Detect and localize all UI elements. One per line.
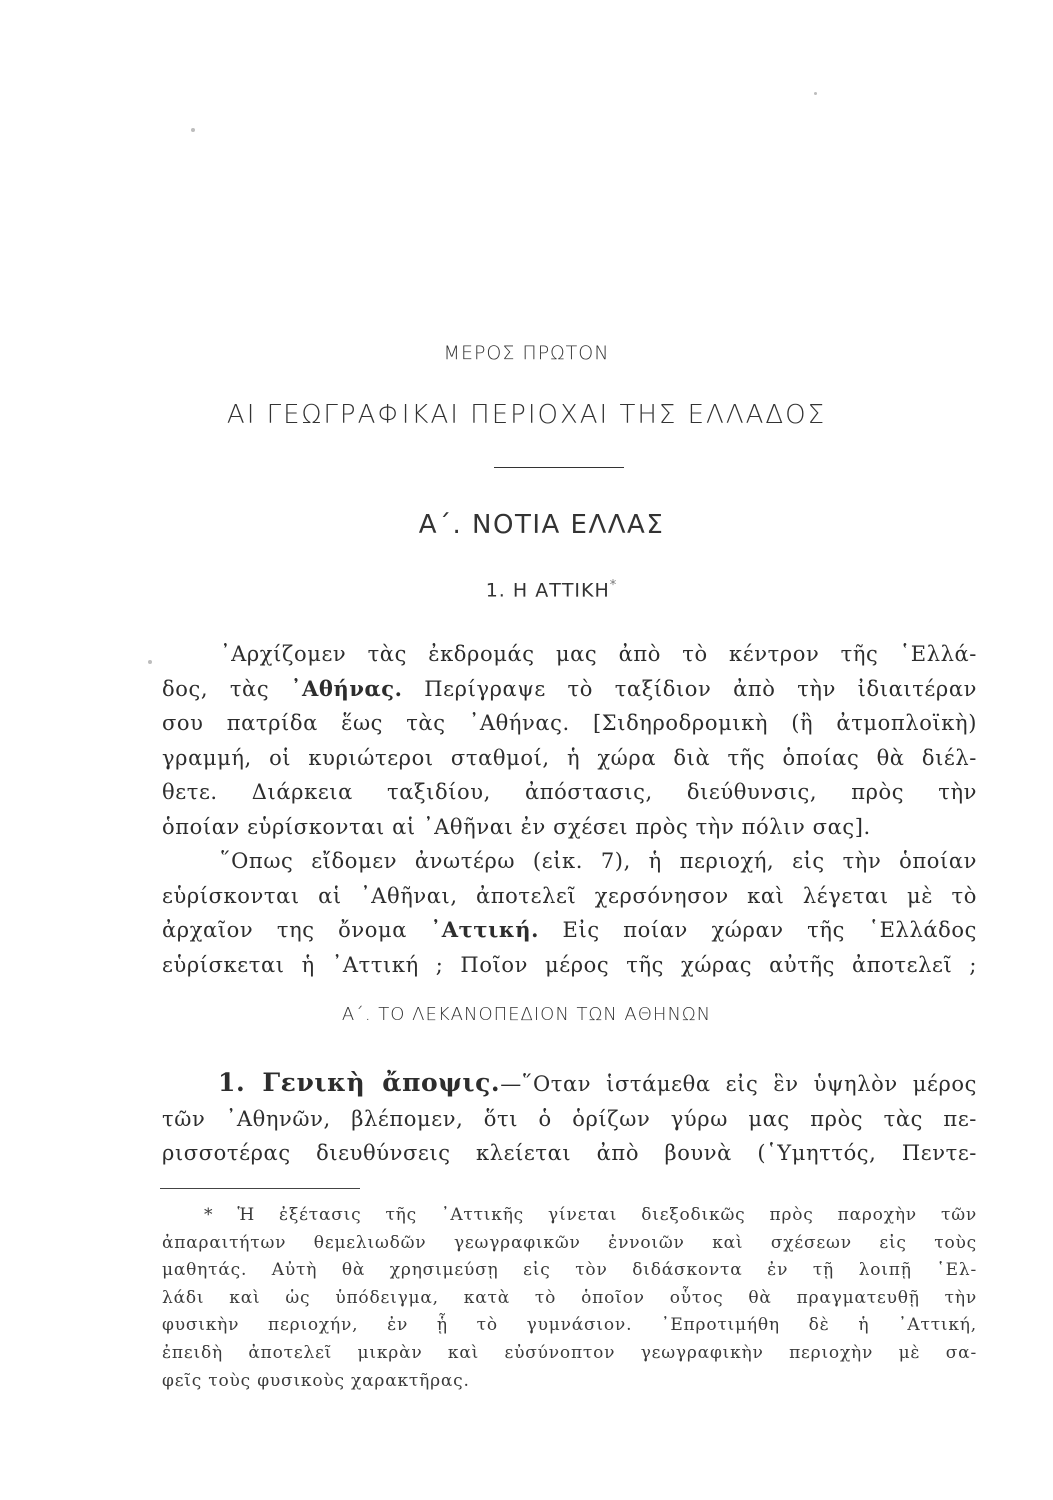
paper-speck xyxy=(148,660,152,664)
footnote-line: φεῖς τοὺς φυσικοὺς χαρακτῆρας. xyxy=(162,1370,470,1391)
footnote-line: μαθητάς. Αὐτὴ θὰ χρησιμεύσῃ εἰς τὸν διδάσκοντα ἐν τῇ λοιπῇ ῾Ελ- xyxy=(162,1260,977,1281)
text-line: γραμμή, οἱ κυριώτεροι σταθμοί, ἡ χώρα διὰ τῆς ὁποίας θὰ διέλ- xyxy=(162,745,977,770)
footnote-marker: * xyxy=(609,578,618,593)
text-line xyxy=(162,1066,977,1102)
part-title: ΜΕΡΟΣ ΠΡΩΤΟΝ xyxy=(443,342,610,364)
title-divider xyxy=(494,467,624,468)
paragraph-intro xyxy=(162,637,977,982)
text-run: Περίγραψε τὸ ταξίδιον ἀπὸ τὴν ἰδιαιτέραν xyxy=(402,676,977,701)
footnote-divider xyxy=(160,1188,360,1189)
bold-term-athens: ᾿Αθήνας. xyxy=(290,675,403,701)
footnote-line: ἐπειδὴ ἀποτελεῖ μικρὰν καὶ εὐσύνοπτον γεωγραφικὴν περιοχὴν μὲ σα- xyxy=(162,1342,977,1363)
paragraph-general-view xyxy=(162,1066,977,1171)
text-line: εὑρίσκονται αἱ ᾿Αθῆναι, ἀποτελεῖ χερσόνησον καὶ λέγεται μὲ τὸ xyxy=(162,883,977,908)
text-line: ῞Οπως εἴδομεν ἀνωτέρω (εἰκ. 7), ἡ περιοχή, εἰς τὴν ὁποίαν xyxy=(220,849,977,873)
text-line: ὁποίαν εὑρίσκονται αἱ ᾿Αθῆναι ἐν σχέσει πρὸς τὴν πόλιν σας]. xyxy=(162,814,871,839)
text-line: σου πατρίδα ἕως τὰς ᾿Αθήνας. [Σιδηροδρομικὴ (ἢ ἀτμοπλοϊκὴ) xyxy=(162,711,977,735)
text-run: ἀρχαῖον της ὄνομα xyxy=(162,918,431,942)
paper-speck xyxy=(814,92,817,95)
footnote-line: φυσικὴν περιοχήν, ἐν ᾗ τὸ γυμνάσιον. ᾿Επροτιμήθη δὲ ἡ ᾿Αττική, xyxy=(162,1315,977,1336)
footnote-line: * Ἡ ἐξέτασις τῆς ᾿Αττικῆς γίνεται διεξοδικῶς πρὸς παροχὴν τῶν xyxy=(204,1205,977,1225)
text-run: δος, τὰς xyxy=(162,676,291,701)
text-line xyxy=(162,672,977,707)
text-line: εὑρίσκεται ἡ ᾿Αττική ; Ποῖον μέρος τῆς χώρας αὐτῆς ἀποτελεῖ ; xyxy=(162,952,977,977)
footnote-line: λάδι καὶ ὡς ὑπόδειγμα, κατὰ τὸ ὁποῖον οὗτος θὰ πραγματευθῇ τὴν xyxy=(162,1287,977,1308)
subsection-title: Α΄. ΤΟ ΛΕΚΑΝΟΠΕΔΙΟΝ ΤΩΝ ΑΘΗΝΩΝ xyxy=(341,1004,712,1025)
bold-term-attica: ᾿Αττική. xyxy=(430,917,539,942)
footnote xyxy=(162,1202,977,1395)
paper-speck xyxy=(191,128,195,132)
text-line: τῶν ᾿Αθηνῶν, βλέπομεν, ὅτι ὁ ὁρίζων γύρω μας πρὸς τὰς πε- xyxy=(162,1106,977,1131)
chapter-title xyxy=(0,578,1053,601)
paragraph-lead: 1. Γενικὴ ἄποψις. xyxy=(218,1068,501,1097)
main-title: ΑΙ ΓΕΩΓΡΑΦΙΚΑΙ ΠΕΡΙΟΧΑΙ ΤΗΣ ΕΛΛΑΔΟΣ xyxy=(226,400,827,430)
text-line: θετε. Διάρκεια ταξιδίου, ἀπόστασις, διεύθυνσις, πρὸς τὴν xyxy=(162,780,977,804)
text-line: ᾿Αρχίζομεν τὰς ἐκδρομάς μας ἀπὸ τὸ κέντρον τῆς ῾Ελλά- xyxy=(220,642,977,666)
text-line xyxy=(162,913,977,948)
text-run: Εἰς ποίαν χώραν τῆς ῾Ελλάδος xyxy=(538,918,977,942)
chapter-title-text: 1. Η ΑΤΤΙΚΗ xyxy=(485,579,610,602)
text-run: —῞Οταν ἱστάμεθα εἰς ἓν ὑψηλὸν μέρος xyxy=(500,1072,977,1096)
text-line: ρισσοτέρας διευθύνσεις κλείεται ἀπὸ βουνὰ (῾Υμηττός, Πεντε- xyxy=(162,1141,977,1165)
footnote-line: ἀπαραιτήτων θεμελιωδῶν γεωγραφικῶν ἐννοιῶν καὶ σχέσεων εἰς τοὺς xyxy=(162,1232,977,1253)
section-title: Α΄. ΝΟΤΙΑ ΕΛΛΑΣ xyxy=(418,510,665,540)
